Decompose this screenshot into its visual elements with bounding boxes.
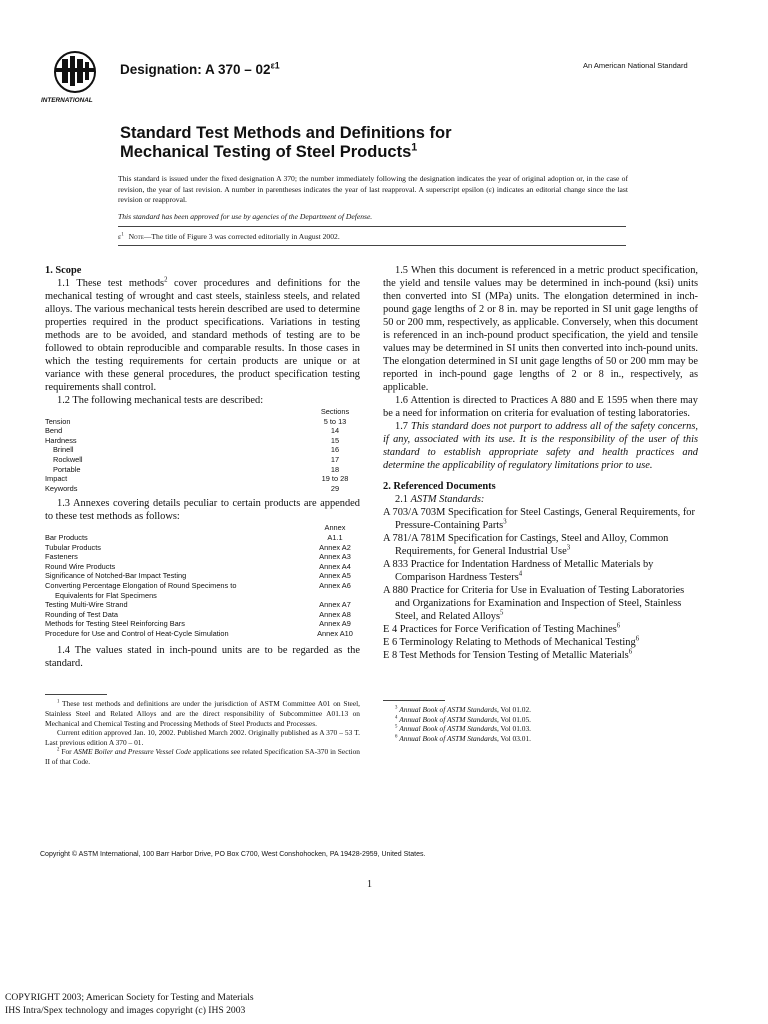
- fn2-italic: ASME Boiler and Pressure Vessel Code: [73, 747, 192, 757]
- footer: [5, 991, 254, 1017]
- fn2-a: For: [61, 747, 74, 757]
- refs-heading: 2. Referenced Documents: [383, 481, 496, 492]
- annex-name: Bar Products: [45, 532, 88, 542]
- annex-name: Equivalents for Flat Specimens: [55, 590, 157, 600]
- footnote-sup: 5: [395, 724, 398, 730]
- left-column: [45, 264, 360, 767]
- tests-value: 29: [330, 483, 340, 493]
- annex-row: [45, 552, 360, 562]
- title-sup: 1: [411, 141, 418, 154]
- designation-text: Designation: A 370 – 02: [120, 62, 271, 77]
- tests-name: Portable: [53, 464, 81, 474]
- annex-row: [45, 610, 360, 620]
- footnote-rule-right: [383, 700, 445, 701]
- paragraph-1-1: [45, 277, 360, 394]
- p1-1-b: cover procedures and definitions for the mechanical testing of wrought and cast steels, stainless steels, and related alloys. The various mechanical tests herein described are used to determine properties required in the product specifications. Variations in testing methods are to be avoided, and standard methods of testing are to be followed to obtain reproducible and comparable results. In those cases in which the testing requirements for certain products are unique or at variance with these general procedures, the product specification testing requirements shall control.: [45, 278, 361, 393]
- title-line-2: [120, 143, 452, 162]
- reference-text: A 880 Practice for Criteria for Use in Evaluation of Testing Laboratories and Organizations for Examination and Inspection of Steel, Stainless Steel, and Related Alloys: [383, 585, 685, 622]
- reference-text: A 781/A 781M Specification for Castings, Steel and Alloy, Common Requirements, for General Industrial Use: [383, 533, 669, 557]
- annex-row: [45, 619, 360, 629]
- tests-row: [45, 455, 360, 465]
- paragraph-2-1: [383, 493, 698, 506]
- reference-text: E 8 Test Methods for Tension Testing of Metallic Materials: [383, 650, 629, 661]
- page-title: [120, 124, 452, 162]
- footnote-title: Annual Book of ASTM Standards: [399, 724, 497, 734]
- p1-1-sup: 2: [164, 276, 168, 284]
- tests-value: 16: [330, 445, 340, 455]
- national-standard-label: An American National Standard: [583, 61, 688, 70]
- tests-name: Tension: [45, 416, 71, 426]
- tests-name: Rockwell: [53, 454, 83, 464]
- annex-name: Fasteners: [45, 552, 78, 562]
- reference-item: [383, 623, 698, 636]
- reference-text: E 4 Practices for Force Verification of Testing Machines: [383, 624, 617, 635]
- annex-name: Tubular Products: [45, 542, 102, 552]
- annex-value: Annex A10: [317, 628, 353, 638]
- annex-name: Testing Multi-Wire Strand: [45, 600, 128, 610]
- annex-name: Converting Percentage Elongation of Round Specimens to: [45, 580, 237, 590]
- footnote-title: Annual Book of ASTM Standards: [399, 733, 497, 743]
- footnote-sup: 6: [395, 734, 398, 740]
- annex-row: [45, 562, 360, 572]
- footnote-1: [45, 699, 360, 728]
- annex-value: Annex A3: [319, 552, 351, 562]
- divider-bottom: [118, 245, 626, 246]
- annex-name: Methods for Testing Steel Reinforcing Bars: [45, 619, 185, 629]
- reference-text: A 833 Practice for Indentation Hardness of Metallic Materials by Comparison Hardness Testers: [383, 559, 654, 583]
- annex-value: [310, 591, 360, 601]
- reference-sup: 5: [500, 609, 504, 617]
- annex-value: Annex A6: [319, 580, 351, 590]
- page-number: 1: [367, 879, 372, 890]
- p1-7-num: 1.7: [395, 421, 411, 432]
- title-line-1: Standard Test Methods and Definitions for: [120, 124, 452, 142]
- p2-1-text: ASTM Standards:: [410, 494, 485, 505]
- footnote-item: [383, 715, 698, 725]
- tests-value: 5 to 13: [323, 416, 347, 426]
- footnote-sup: 4: [395, 715, 398, 721]
- paragraph-1-3: 1.3 Annexes covering details peculiar to certain products are appended to these test methods as follows:: [45, 498, 360, 523]
- annex-header-row: [45, 523, 360, 533]
- tests-row: [45, 426, 360, 436]
- reference-text: A 703/A 703M Specification for Steel Castings, General Requirements, for Pressure-Containing Parts: [383, 507, 695, 531]
- fn1-text: These test methods and definitions are under the jurisdiction of ASTM Committee A01 on Steel, Stainless Steel and Related Alloys and are the direct responsibility of Subcommittee A01.13 on Mechanical and Chemical Testing and Processing Methods of Steel Products and Processes.: [45, 699, 361, 728]
- fn2-sup: 2: [57, 747, 60, 753]
- reference-sup: 3: [566, 544, 571, 552]
- reference-item: [383, 636, 698, 649]
- tests-row: [45, 436, 360, 446]
- designation-sup: ε1: [270, 60, 280, 71]
- footnote-vol: , Vol 01.02.: [497, 705, 532, 714]
- issued-note: This standard is issued under the fixed designation A 370; the number immediately following the designation indicates the year of original adoption or, in the case of revision, the year of last revision. A number in parentheses indicates the year of last reapproval. A superscript epsilon (ε) indicates an editorial change since the last revision or reapproval.: [118, 174, 628, 204]
- right-footnotes: [383, 705, 698, 743]
- footnote-vol: , Vol 01.03.: [497, 724, 532, 734]
- right-column: [383, 264, 698, 743]
- annex-name: Procedure for Use and Control of Heat-Cycle Simulation: [45, 628, 229, 638]
- tests-header: Sections: [320, 407, 350, 416]
- editorial-note-label: Note: [128, 232, 144, 241]
- tests-name: Brinell: [53, 445, 74, 455]
- annex-header: Annex: [324, 523, 346, 533]
- tests-value: 18: [330, 464, 340, 474]
- fn2-b: applications see related Specification SA-370 in Section II of that Code.: [45, 747, 360, 767]
- p1-7-text: This standard does not purport to address all of the safety concerns, if any, associated with its use. It is the responsibility of the user of this standard to establish appropriate safety and health practices and determine the applicability of regulatory limitations prior to use.: [383, 421, 698, 471]
- annex-value: Annex A2: [319, 542, 351, 552]
- tests-table: [45, 407, 360, 493]
- footnote-2: [45, 747, 360, 766]
- annex-value: A1.1: [327, 532, 343, 542]
- p1-1-a: 1.1 These test methods: [57, 278, 165, 289]
- annex-name: Significance of Notched-Bar Impact Testing: [45, 571, 187, 581]
- annex-name: Round Wire Products: [45, 561, 116, 571]
- reference-item: [383, 532, 698, 558]
- footnote-item: [383, 724, 698, 734]
- footer-line-2: IHS Intra/Spex technology and images copyright (c) IHS 2003: [5, 1005, 246, 1016]
- footer-line-1: COPYRIGHT 2003; American Society for Testing and Materials: [5, 992, 254, 1003]
- reference-sup: 6: [628, 648, 633, 656]
- reference-item: [383, 506, 698, 532]
- footnote-rule: [45, 694, 107, 695]
- annex-value: Annex A5: [319, 571, 351, 581]
- editorial-note: [118, 232, 340, 241]
- annex-row: [45, 533, 360, 543]
- paragraph-1-2: 1.2 The following mechanical tests are described:: [57, 395, 264, 406]
- logo-text: INTERNATIONAL: [41, 97, 93, 104]
- footnote-vol: , Vol 01.05.: [497, 714, 532, 724]
- tests-row: [45, 445, 360, 455]
- divider-top: [118, 226, 626, 227]
- reference-sup: 6: [635, 635, 640, 643]
- tests-name: Hardness: [45, 435, 77, 445]
- p2-1-num: 2.1: [395, 494, 411, 505]
- annex-row: [45, 591, 360, 601]
- tests-row: [45, 465, 360, 475]
- paragraph-1-4: 1.4 The values stated in inch-pound units are to be regarded as the standard.: [45, 645, 360, 670]
- editorial-note-text: —The title of Figure 3 was corrected editorially in August 2002.: [143, 232, 340, 241]
- reference-item: [383, 558, 698, 584]
- tests-value: 19 to 28: [321, 474, 349, 484]
- annex-name: Rounding of Test Data: [45, 609, 118, 619]
- tests-row: [45, 484, 360, 494]
- footnote-title: Annual Book of ASTM Standards: [399, 705, 497, 714]
- annex-value: Annex A7: [319, 600, 351, 610]
- annex-value: Annex A4: [319, 561, 351, 571]
- reference-item: [383, 649, 698, 662]
- reference-sup: 6: [616, 622, 621, 630]
- reference-sup: 4: [518, 570, 523, 578]
- tests-value: 17: [330, 454, 340, 464]
- left-footnotes: [45, 699, 360, 766]
- annex-value: Annex A9: [319, 619, 351, 629]
- paragraph-1-5: 1.5 When this document is referenced in a metric product specification, the yield and tensile values may be determined in inch-pound (ksi) units then converted into SI (MPa) units. The elongation determined in inch-pound gage lengths of 2 or 8 in. may be reported in SI unit gage lengths of 50 or 200 mm, respectively, as applicable. Conversely, when this document is referenced in an inch-pound product specification, the yield and tensile values may be determined in SI units then converted into inch-pound units. The elongation determined in SI unit gage lengths of 50 or 200 mm may be reported in inch-pound gage lengths of 2 or 8 in., respectively, as applicable.: [383, 265, 698, 393]
- tests-row: [45, 474, 360, 484]
- annex-table: [45, 523, 360, 638]
- annex-row: [45, 543, 360, 553]
- footnote-sup: 3: [395, 705, 398, 711]
- designation: [120, 62, 280, 77]
- footnote-item: [383, 705, 698, 715]
- annex-row: [45, 600, 360, 610]
- annex-row: [45, 571, 360, 581]
- copyright-line: Copyright © ASTM International, 100 Barr Harbor Drive, PO Box C700, West Conshohocken, PA 19428-2959, United States.: [40, 851, 426, 858]
- tests-value: 14: [330, 426, 340, 436]
- fn1-sup: 1: [57, 700, 60, 705]
- annex-row: [45, 581, 360, 591]
- reference-item: [383, 584, 698, 623]
- tests-header-row: [45, 407, 360, 417]
- tests-name: Impact: [45, 474, 68, 484]
- footnote-1b: Current edition approved Jan. 10, 2002. Published March 2002. Originally published as A 370 – 53 T. Last previous edition A 370 – 01.: [45, 728, 360, 747]
- scope-heading: 1. Scope: [45, 265, 82, 276]
- tests-name: Bend: [45, 426, 63, 436]
- reference-text: E 6 Terminology Relating to Methods of Mechanical Testing: [383, 637, 636, 648]
- editorial-note-sup: 1: [121, 232, 124, 238]
- refs-list: [383, 506, 698, 662]
- footnote-title: Annual Book of ASTM Standards: [399, 714, 497, 724]
- footnote-item: [383, 734, 698, 744]
- editorial-note-sym: ε: [118, 232, 122, 241]
- defense-note: This standard has been approved for use by agencies of the Department of Defense.: [118, 212, 373, 221]
- tests-row: [45, 417, 360, 427]
- annex-row: [45, 629, 360, 639]
- footnote-vol: , Vol 03.01.: [497, 733, 532, 743]
- tests-name: Keywords: [45, 483, 78, 493]
- reference-sup: 3: [503, 518, 507, 526]
- annex-value: Annex A8: [319, 609, 351, 619]
- title-line-2-text: Mechanical Testing of Steel Products: [120, 143, 412, 161]
- tests-value: 15: [330, 435, 340, 445]
- paragraph-1-6: 1.6 Attention is directed to Practices A 880 and E 1595 when there may be a need for information on criteria for evaluation of testing laboratories.: [383, 395, 698, 419]
- paragraph-1-7: [383, 420, 698, 472]
